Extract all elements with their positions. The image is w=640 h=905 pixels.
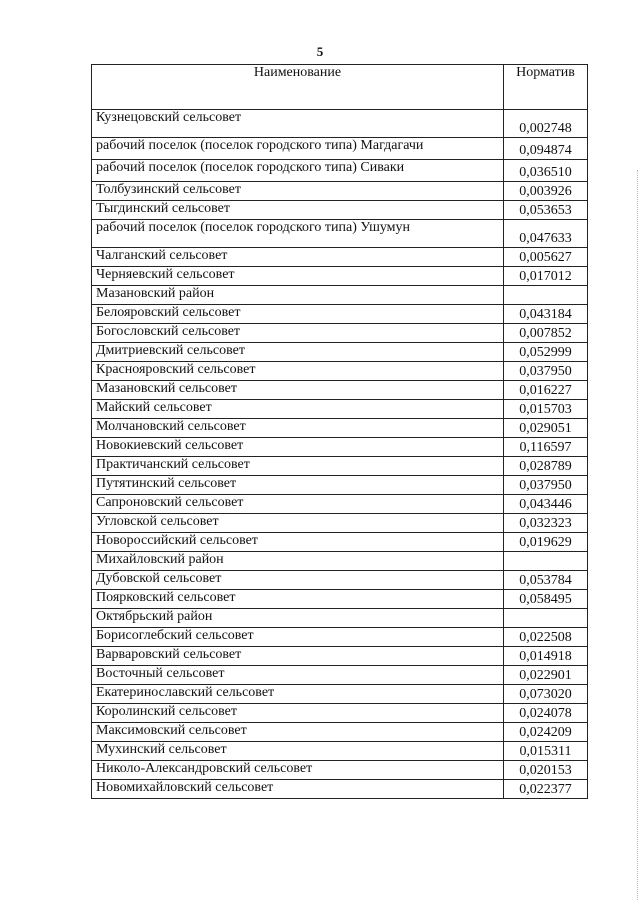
- row-value: 0,043446: [504, 495, 588, 514]
- row-value: 0,019629: [504, 533, 588, 552]
- row-value: [504, 552, 588, 571]
- row-name: Майский сельсовет: [92, 400, 504, 419]
- row-value: 0,032323: [504, 514, 588, 533]
- row-name: Угловской сельсовет: [92, 514, 504, 533]
- scan-edge-marks: [633, 170, 638, 900]
- table-row: [92, 201, 588, 220]
- table-row: [92, 628, 588, 647]
- row-name: Новороссийский сельсовет: [92, 533, 504, 552]
- row-value: 0,029051: [504, 419, 588, 438]
- row-name: Варваровский сельсовет: [92, 647, 504, 666]
- table-row: [92, 343, 588, 362]
- table-row: [92, 704, 588, 723]
- row-name: Екатеринославский сельсовет: [92, 685, 504, 704]
- row-name: Тыгдинский сельсовет: [92, 201, 504, 220]
- table-row: [92, 495, 588, 514]
- row-name: Кузнецовский сельсовет: [92, 110, 504, 138]
- header-name: Наименование: [92, 65, 504, 110]
- row-value: 0,015703: [504, 400, 588, 419]
- row-value: [504, 609, 588, 628]
- table-row: [92, 609, 588, 628]
- row-value: 0,052999: [504, 343, 588, 362]
- row-name: Дубовской сельсовет: [92, 571, 504, 590]
- row-value: 0,037950: [504, 476, 588, 495]
- table-row: [92, 286, 588, 305]
- row-name: Черняевский сельсовет: [92, 267, 504, 286]
- row-value: 0,053653: [504, 201, 588, 220]
- table-row: [92, 761, 588, 780]
- row-name: Новомихайловский сельсовет: [92, 780, 504, 799]
- row-value: 0,015311: [504, 742, 588, 761]
- row-name: рабочий поселок (поселок городского типа) Магдагачи: [92, 138, 504, 160]
- row-name: Мухинский сельсовет: [92, 742, 504, 761]
- row-name: Краснояровский сельсовет: [92, 362, 504, 381]
- table-row: [92, 419, 588, 438]
- row-value: 0,024078: [504, 704, 588, 723]
- table-row: [92, 457, 588, 476]
- row-value: 0,024209: [504, 723, 588, 742]
- page-number: 5: [316, 44, 324, 59]
- row-value: 0,036510: [504, 160, 588, 182]
- row-value: 0,022377: [504, 780, 588, 799]
- table-row: [92, 723, 588, 742]
- row-value: 0,047633: [504, 220, 588, 248]
- table-row: [92, 666, 588, 685]
- row-value: 0,014918: [504, 647, 588, 666]
- table-row: [92, 780, 588, 799]
- row-name: Новокиевский сельсовет: [92, 438, 504, 457]
- header-value: Норматив: [504, 65, 588, 110]
- row-value: 0,016227: [504, 381, 588, 400]
- row-value: 0,022901: [504, 666, 588, 685]
- row-name: Белояровский сельсовет: [92, 305, 504, 324]
- row-name: Мазановский сельсовет: [92, 381, 504, 400]
- table-row: [92, 685, 588, 704]
- norms-table: [91, 64, 588, 799]
- row-name: Богословский сельсовет: [92, 324, 504, 343]
- table-row: [92, 476, 588, 495]
- row-name: Максимовский сельсовет: [92, 723, 504, 742]
- table-row: [92, 160, 588, 182]
- table-row: [92, 514, 588, 533]
- row-name: Октябрьский район: [92, 609, 504, 628]
- row-value: [504, 286, 588, 305]
- table-row: [92, 400, 588, 419]
- row-value: 0,005627: [504, 248, 588, 267]
- row-value: 0,017012: [504, 267, 588, 286]
- row-value: 0,043184: [504, 305, 588, 324]
- table-row: [92, 248, 588, 267]
- row-name: Чалганский сельсовет: [92, 248, 504, 267]
- table-row: [92, 220, 588, 248]
- table-header-row: [92, 65, 588, 110]
- row-name: Мазановский район: [92, 286, 504, 305]
- row-value: 0,058495: [504, 590, 588, 609]
- row-value: 0,003926: [504, 182, 588, 201]
- row-name: Николо-Александровский сельсовет: [92, 761, 504, 780]
- table-row: [92, 324, 588, 343]
- row-value: 0,022508: [504, 628, 588, 647]
- table-row: [92, 533, 588, 552]
- table-row: [92, 362, 588, 381]
- table-row: [92, 110, 588, 138]
- row-value: 0,002748: [504, 110, 588, 138]
- row-name: Толбузинский сельсовет: [92, 182, 504, 201]
- row-value: 0,094874: [504, 138, 588, 160]
- row-name: Борисоглебский сельсовет: [92, 628, 504, 647]
- row-name: Сапроновский сельсовет: [92, 495, 504, 514]
- table-row: [92, 552, 588, 571]
- table-row: [92, 381, 588, 400]
- row-value: 0,073020: [504, 685, 588, 704]
- row-name: рабочий поселок (поселок городского типа) Сиваки: [92, 160, 504, 182]
- row-name: рабочий поселок (поселок городского типа) Ушумун: [92, 220, 504, 248]
- row-name: Дмитриевский сельсовет: [92, 343, 504, 362]
- row-value: 0,020153: [504, 761, 588, 780]
- row-value: 0,028789: [504, 457, 588, 476]
- table-row: [92, 182, 588, 201]
- row-name: Молчановский сельсовет: [92, 419, 504, 438]
- row-name: Поярковский сельсовет: [92, 590, 504, 609]
- row-name: Восточный сельсовет: [92, 666, 504, 685]
- row-value: 0,007852: [504, 324, 588, 343]
- table-row: [92, 267, 588, 286]
- table-row: [92, 647, 588, 666]
- table-row: [92, 742, 588, 761]
- table-row: [92, 305, 588, 324]
- table-row: [92, 571, 588, 590]
- row-name: Практичанский сельсовет: [92, 457, 504, 476]
- row-name: Путятинский сельсовет: [92, 476, 504, 495]
- row-value: 0,116597: [504, 438, 588, 457]
- row-name: Михайловский район: [92, 552, 504, 571]
- table-row: [92, 590, 588, 609]
- table-row: [92, 438, 588, 457]
- row-value: 0,037950: [504, 362, 588, 381]
- row-name: Королинский сельсовет: [92, 704, 504, 723]
- table-row: [92, 138, 588, 160]
- row-value: 0,053784: [504, 571, 588, 590]
